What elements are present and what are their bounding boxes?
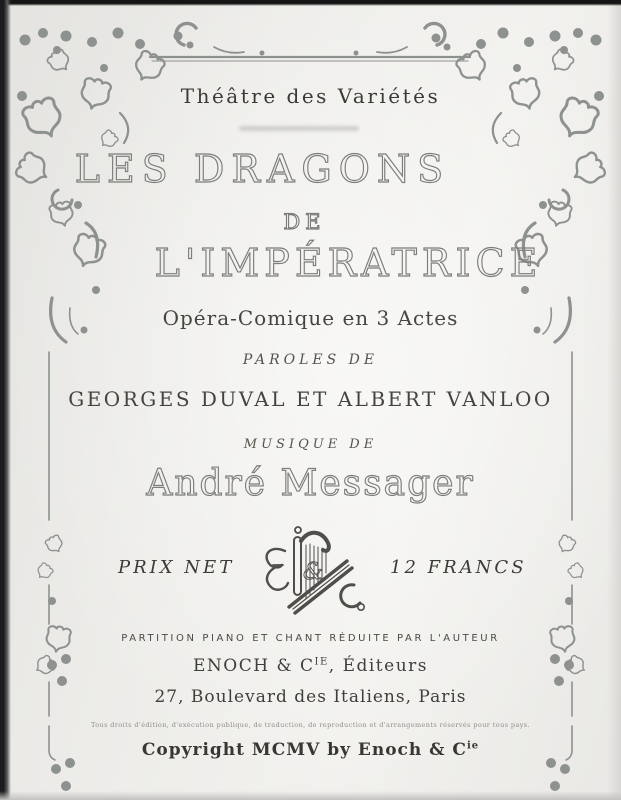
- main-title-line-1: LES DRAGONS: [74, 147, 451, 191]
- address-line: 27, Boulevard des Italiens, Paris: [154, 687, 467, 707]
- copyright-superscript: ie: [466, 740, 480, 752]
- enoch-cie-monogram-icon: [255, 519, 367, 621]
- rights-notice: Tous droits d'édition, d'exécution publique, de traduction, de reproduction et d'arrangements réservés pour tous pays.: [90, 721, 531, 729]
- publisher-name: ENOCH & C: [193, 656, 315, 676]
- prix-net-label: PRIX NET: [118, 557, 235, 578]
- composer-name: André Messager: [146, 463, 475, 504]
- publisher-superscript: IE: [314, 656, 329, 668]
- paroles-de-label: PAROLES DE: [242, 352, 379, 368]
- logo-ampersand: &: [303, 559, 324, 585]
- main-title-line-3: L'IMPÉRATRICE: [154, 241, 543, 285]
- publisher-suffix: , Éditeurs: [328, 656, 428, 676]
- main-title-line-2: DE: [283, 210, 326, 234]
- top-rule-ornament: [150, 23, 470, 61]
- scan-edge-left: [0, 0, 11, 800]
- embossed-rule: [239, 126, 359, 131]
- theatre-label: Théâtre des Variétés: [180, 84, 441, 108]
- copyright-text: Copyright MCMV by Enoch & C: [141, 740, 467, 760]
- copyright-line: [0, 740, 621, 760]
- edition-note: PARTITION PIANO ET CHANT RÉDUITE PAR L'AUTEUR: [121, 633, 500, 644]
- scan-edge-top: [0, 0, 621, 6]
- price-value: 12 FRANCS: [390, 557, 527, 578]
- musique-de-label: MUSIQUE DE: [243, 437, 378, 452]
- scan-edge-right: [607, 0, 621, 800]
- librettists-names: GEORGES DUVAL ET ALBERT VANLOO: [68, 387, 553, 411]
- publisher-line: [0, 656, 621, 676]
- scan-edge-bottom: [0, 791, 621, 800]
- genre-subtitle: Opéra-Comique en 3 Actes: [162, 306, 459, 330]
